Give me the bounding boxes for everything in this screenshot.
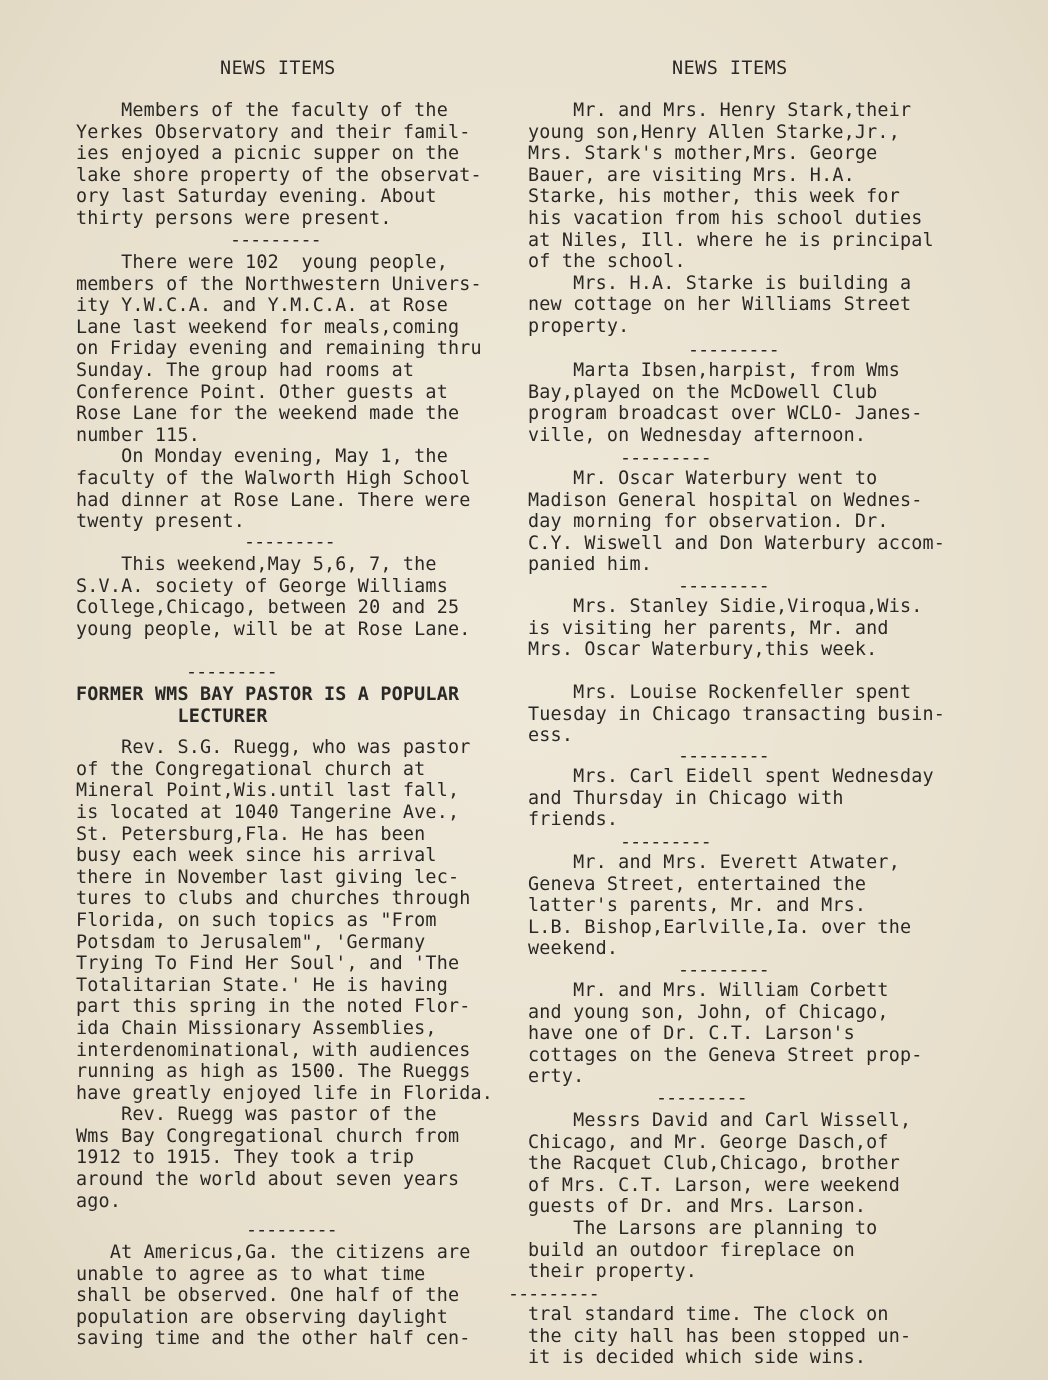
article-line: Tuesday in Chicago transacting busin-	[528, 703, 946, 725]
article-line: Starke, his mother, this week for	[528, 186, 900, 208]
article-line: thirty persons were present.	[76, 207, 392, 229]
article-line: At Americus,Ga. the citizens are	[76, 1242, 471, 1263]
news-item-wissell-larson	[528, 1110, 911, 1283]
article-line: build an outdoor fireplace on	[528, 1239, 855, 1261]
article-line: saving time and the other half cen-	[76, 1328, 471, 1350]
article-line: Mr. and Mrs. Everett Atwater,	[528, 852, 900, 873]
separator: ---------	[246, 1220, 337, 1241]
article-line: have one of Dr. C.T. Larson's	[528, 1023, 855, 1045]
article-line: program broadcast over WCLO- Janes-	[528, 403, 923, 425]
article-line: weekend.	[528, 938, 619, 960]
article-line: ville, on Wednesday afternoon.	[528, 424, 867, 446]
article-line: there in November last giving lec-	[76, 866, 460, 888]
article-line: On Monday evening, May 1, the	[76, 446, 448, 468]
news-item-stark-visit	[528, 100, 934, 338]
separator: ---------	[244, 532, 335, 553]
article-line: Rev. S.G. Ruegg, who was pastor	[76, 737, 471, 759]
article-line: Chicago, and Mr. George Dasch,of	[528, 1131, 889, 1153]
article-line: S.V.A. society of George Williams	[76, 575, 448, 597]
news-item-americus-continued	[528, 1304, 911, 1369]
right-column	[508, 0, 1028, 1369]
article-line: had dinner at Rose Lane. There were	[76, 489, 471, 511]
separator: ---------	[678, 746, 769, 767]
article-line: ory last Saturday evening. About	[76, 186, 437, 208]
article-line: of Mrs. C.T. Larson, were weekend	[528, 1174, 900, 1196]
article-line: cottages on the Geneva Street prop-	[528, 1044, 923, 1066]
article-line: the Racquet Club,Chicago, brother	[528, 1153, 900, 1175]
article-line: of the school.	[528, 251, 686, 273]
article-line: Mrs. Carl Eidell spent Wednesday	[528, 766, 934, 787]
article-line: C.Y. Wiswell and Don Waterbury accom-	[528, 532, 946, 554]
article-line: Mr. Oscar Waterbury went to	[528, 468, 878, 489]
article-headline: LECTURER	[76, 705, 268, 727]
article-line: is located at 1040 Tangerine Ave.,	[76, 801, 460, 823]
article-line: erty.	[528, 1066, 585, 1088]
article-line: Rose Lane for the weekend made the	[76, 403, 460, 425]
article-line: the city hall has been stopped un-	[528, 1325, 912, 1347]
article-line: of the Congregational church at	[76, 758, 426, 780]
article-line: This weekend,May 5,6, 7, the	[76, 554, 437, 575]
article-line: L.B. Bishop,Earlville,Ia. over the	[528, 916, 912, 938]
article-line: Messrs David and Carl Wissell,	[528, 1110, 912, 1131]
news-item-eidell	[528, 766, 934, 831]
news-item-americus-time	[76, 1242, 471, 1350]
separator: ---------	[656, 1088, 747, 1109]
article-line: Mr. and Mrs. William Corbett	[528, 980, 889, 1001]
article-line: tures to clubs and churches through	[76, 888, 471, 910]
article-line: unable to agree as to what time	[76, 1263, 426, 1285]
article-line: and Thursday in Chicago with	[528, 787, 844, 809]
separator: ---------	[508, 1284, 599, 1305]
article-line: Wms Bay Congregational church from	[76, 1125, 460, 1147]
left-column-header: NEWS ITEMS	[220, 58, 336, 79]
article-line: Marta Ibsen,harpist, from Wms	[528, 360, 900, 381]
article-line: interdenominational, with audiences	[76, 1039, 471, 1061]
article-line: lake shore property of the observat-	[76, 164, 482, 186]
article-line: Trying To Find Her Soul', and 'The	[76, 953, 460, 975]
article-line: Totalitarian State.' He is having	[76, 974, 448, 996]
article-line: Mr. and Mrs. Henry Stark,their	[528, 100, 912, 121]
article-line: Bauer, are visiting Mrs. H.A.	[528, 164, 855, 186]
news-item-atwater	[528, 852, 911, 960]
article-line: Potsdam to Jerusalem", 'Germany	[76, 931, 426, 953]
article-line: 1912 to 1915. They took a trip	[76, 1147, 415, 1169]
article-line: guests of Dr. and Mrs. Larson.	[528, 1196, 867, 1218]
news-item-sva-society	[76, 554, 471, 640]
article-line: ida Chain Missionary Assemblies,	[76, 1017, 437, 1039]
article-line: number 115.	[76, 424, 200, 446]
article-line: faculty of the Walworth High School	[76, 467, 471, 489]
left-column	[76, 0, 532, 1350]
separator: ---------	[688, 340, 779, 361]
article-line: Yerkes Observatory and their famil-	[76, 121, 471, 143]
article-line: Mrs. Oscar Waterbury,this week.	[528, 639, 878, 661]
article-line: friends.	[528, 809, 619, 831]
article-line: and young son, John, of Chicago,	[528, 1001, 889, 1023]
separator: ---------	[186, 662, 277, 683]
article-line: it is decided which side wins.	[528, 1347, 867, 1369]
article-line: Mrs. Louise Rockenfeller spent	[528, 682, 912, 703]
news-item-waterbury-hospital	[528, 468, 945, 576]
article-line: Sunday. The group had rooms at	[76, 359, 415, 381]
article-line: twenty present.	[76, 511, 246, 533]
article-line: new cottage on her Williams Street	[528, 294, 912, 316]
article-line: young son,Henry Allen Starke,Jr.,	[528, 121, 900, 143]
news-item-yerkes-picnic	[76, 100, 482, 230]
article-line: Rev. Ruegg was pastor of the	[76, 1104, 437, 1126]
news-item-sidie-visit	[528, 596, 923, 661]
article-line: around the world about seven years	[76, 1169, 460, 1191]
article-line: ago.	[76, 1190, 122, 1212]
separator: ---------	[620, 832, 711, 853]
article-line: running as high as 1500. The Rueggs	[76, 1061, 471, 1083]
article-line: Mrs. H.A. Starke is building a	[528, 272, 912, 294]
article-line: Bay,played on the McDowell Club	[528, 381, 878, 403]
article-line: Geneva Street, entertained the	[528, 873, 867, 895]
news-item-ruegg-lecturer	[76, 684, 493, 1212]
article-line: Lane last weekend for meals,coming	[76, 316, 460, 338]
news-item-corbett	[528, 980, 923, 1088]
article-headline: FORMER WMS BAY PASTOR IS A POPULAR	[76, 684, 460, 705]
article-line: is visiting her parents, Mr. and	[528, 617, 889, 639]
article-line: tral standard time. The clock on	[528, 1304, 889, 1325]
article-line: at Niles, Ill. where he is principal	[528, 229, 934, 251]
article-line: shall be observed. One half of the	[76, 1285, 460, 1307]
article-line: part this spring in the noted Flor-	[76, 996, 471, 1018]
article-line: members of the Northwestern Univers-	[76, 273, 482, 295]
article-line: Conference Point. Other guests at	[76, 381, 448, 403]
article-line: Mrs. Stanley Sidie,Viroqua,Wis.	[528, 596, 923, 617]
article-line: Florida, on such topics as "From	[76, 909, 437, 931]
article-line: panied him.	[528, 554, 652, 576]
separator: ---------	[620, 448, 711, 469]
article-line: Members of the faculty of the	[76, 100, 448, 121]
article-line: Madison General hospital on Wednes-	[528, 489, 923, 511]
article-line: population are observing daylight	[76, 1306, 448, 1328]
article-line: day morning for observation. Dr.	[528, 511, 889, 533]
article-line: have greatly enjoyed life in Florida.	[76, 1082, 494, 1104]
news-item-rose-lane-guests	[76, 252, 482, 533]
right-column-header: NEWS ITEMS	[672, 58, 788, 79]
article-line: ess.	[528, 725, 574, 747]
article-line: his vacation from his school duties	[528, 207, 923, 229]
article-line: Mineral Point,Wis.until last fall,	[76, 780, 460, 802]
article-line: property.	[528, 315, 630, 337]
article-line: their property.	[528, 1261, 698, 1283]
article-line: latter's parents, Mr. and Mrs.	[528, 895, 867, 917]
article-line: on Friday evening and remaining thru	[76, 338, 482, 360]
news-item-marta-ibsen	[528, 360, 923, 446]
article-line: busy each week since his arrival	[76, 845, 437, 867]
article-line: Mrs. Stark's mother,Mrs. George	[528, 143, 878, 165]
article-line: ies enjoyed a picnic supper on the	[76, 143, 460, 165]
separator: ---------	[678, 960, 769, 981]
article-line: ity Y.W.C.A. and Y.M.C.A. at Rose	[76, 295, 448, 317]
separator: ---------	[678, 576, 769, 597]
article-line: There were 102 young people,	[76, 252, 448, 273]
article-line: St. Petersburg,Fla. He has been	[76, 823, 426, 845]
article-line: The Larsons are planning to	[528, 1217, 878, 1239]
article-line: young people, will be at Rose Lane.	[76, 618, 471, 640]
article-line: College,Chicago, between 20 and 25	[76, 597, 460, 619]
separator: ---------	[230, 230, 321, 251]
news-item-rockenfeller	[528, 682, 945, 747]
